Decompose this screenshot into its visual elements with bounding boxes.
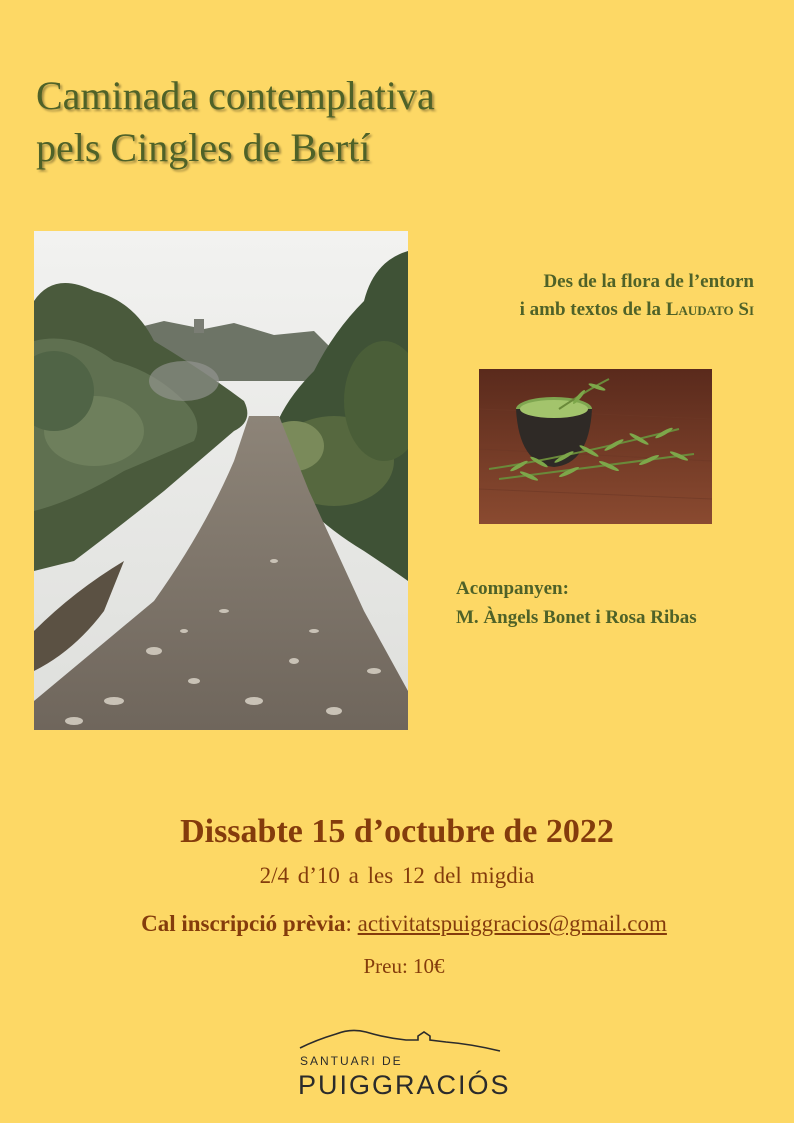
rosemary-bowl-photo <box>479 369 712 524</box>
title-line-1: Caminada contemplativa <box>36 73 435 118</box>
guides <box>456 574 786 632</box>
laudato-si: Laudato Si <box>665 299 754 320</box>
event-price: Preu: 10€ <box>363 954 445 978</box>
event-date: Dissabte 15 d’octubre de 2022 <box>180 813 614 850</box>
subtitle-line-2 <box>420 296 754 324</box>
logo-main-text: PUIGGRACIÓS <box>298 1070 511 1100</box>
mountain-outline-icon <box>296 1018 506 1058</box>
guides-names: M. Àngels Bonet i Rosa Ribas <box>456 607 697 628</box>
subtitle <box>420 268 754 324</box>
trail-photo <box>34 231 408 730</box>
title-line-2: pels Cingles de Bertí <box>36 125 371 170</box>
registration <box>0 908 794 940</box>
subtitle-line-2-prefix: i amb textos de la <box>519 299 666 320</box>
registration-email-link[interactable]: activitatspuiggracios@gmail.com <box>357 911 667 936</box>
poster-title <box>36 70 756 174</box>
event-time: 2/4 d’10 a les 12 del migdia <box>259 863 535 888</box>
logo-top-text: SANTUARI DE <box>300 1054 403 1068</box>
registration-label: Cal inscripció prèvia <box>141 911 346 936</box>
subtitle-line-1: Des de la flora de l’entorn <box>543 271 754 292</box>
guides-label: Acompanyen: <box>456 578 569 599</box>
puiggracios-logo <box>296 1018 511 1108</box>
registration-separator: : <box>345 911 358 936</box>
